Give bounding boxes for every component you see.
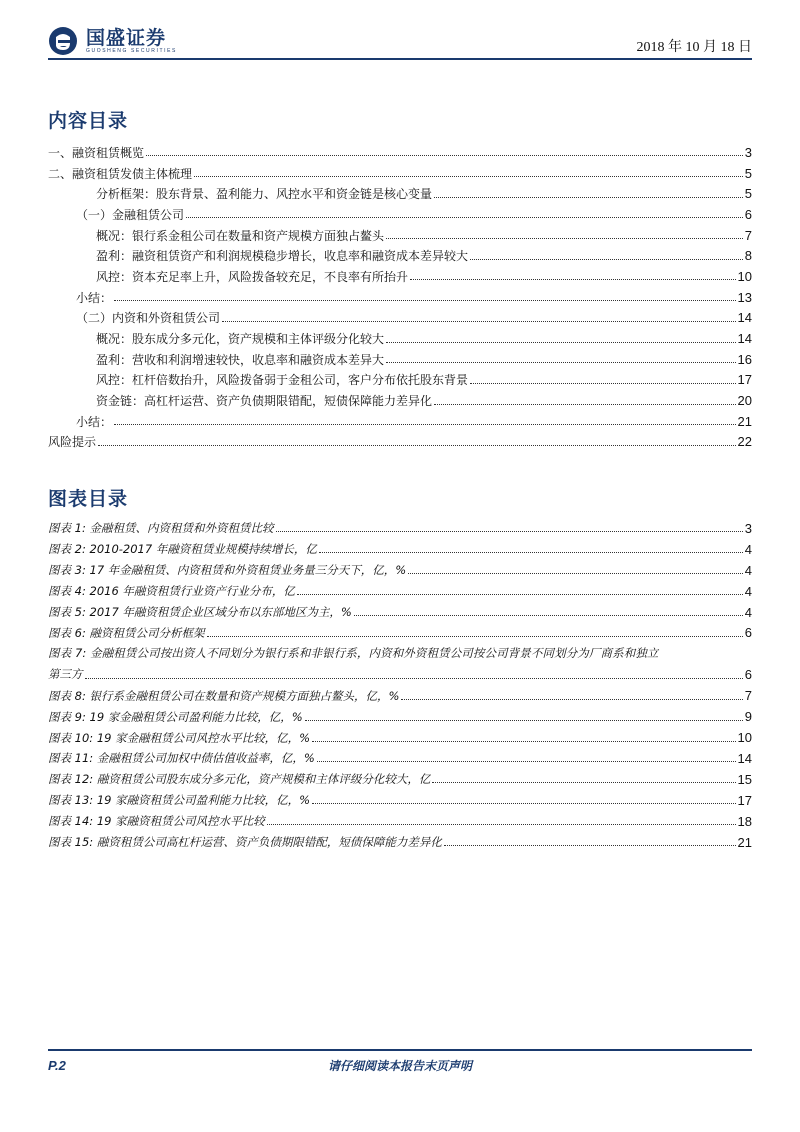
figure-entry[interactable] (48, 769, 752, 790)
toc-entry-title: 风控：杠杆倍数抬升，风险拨备弱于金租公司，客户分布依托股东背景 (96, 373, 469, 388)
dot-leader (276, 522, 743, 532)
figure-entry-page: 4 (744, 604, 752, 620)
dot-leader (434, 188, 743, 198)
toc-entry-page: 20 (737, 393, 752, 409)
toc-entry[interactable] (48, 328, 752, 349)
toc-entry-page: 3 (744, 144, 752, 160)
figure-entry-title: 图表 9: 19 家金融租赁公司盈利能力比较，亿，% (48, 709, 303, 724)
dot-leader (386, 333, 736, 343)
figure-entry-page: 4 (744, 541, 752, 557)
figure-entry-page: 18 (737, 813, 752, 829)
dot-leader (470, 374, 736, 384)
figure-entry-title: 图表 11: 金融租赁公司加权中债估值收益率，亿，% (48, 751, 315, 766)
toc-entry[interactable] (48, 370, 752, 391)
toc-entry[interactable] (48, 390, 752, 411)
figure-entry-title: 图表 6: 融资租赁公司分析框架 (48, 625, 205, 640)
figure-entry-title: 图表 5: 2017 年融资租赁企业区域分布以东部地区为主，% (48, 605, 352, 619)
report-date: 2018 年 10 月 18 日 (636, 40, 752, 55)
dot-leader (386, 353, 736, 363)
toc-entry-title: 小结： (76, 290, 113, 305)
toc-entry-title: 分析框架：股东背景、盈利能力、风控水平和资金链是核心变量 (96, 187, 433, 202)
figure-entry-page: 6 (744, 625, 752, 641)
toc-entry-page: 14 (737, 331, 752, 347)
footer-divider (48, 1049, 752, 1051)
figure-entry-page: 21 (737, 834, 752, 850)
figure-entry[interactable] (48, 560, 752, 581)
figure-list (48, 518, 752, 852)
figure-entry-page: 6 (744, 667, 752, 683)
dot-leader (386, 229, 743, 239)
toc-entry-title: 资金链：高杠杆运营、资产负债期限错配，短债保障能力差异化 (96, 394, 433, 409)
figure-entry[interactable] (48, 790, 752, 811)
toc-entry-title: 二、融资租赁发债主体梳理 (48, 166, 193, 181)
figure-entry[interactable] (48, 602, 752, 623)
dot-leader (297, 585, 743, 595)
dot-leader (267, 815, 736, 825)
figure-entry-page: 14 (737, 750, 752, 766)
figure-entry-title: 图表 10: 19 家金融租赁公司风控水平比较，亿，% (48, 730, 311, 745)
figure-entry-title: 图表 13: 19 家融资租赁公司盈利能力比较，亿，% (48, 793, 311, 808)
toc-entry[interactable] (48, 183, 752, 204)
toc-entry-page: 10 (737, 268, 752, 284)
figure-entry[interactable] (48, 685, 752, 706)
toc-entry-title: 一、融资租赁概览 (48, 145, 145, 160)
toc-entry[interactable] (48, 204, 752, 225)
dot-leader (194, 167, 743, 177)
figure-entry-page: 4 (744, 583, 752, 599)
figure-entry-page: 10 (737, 730, 752, 746)
toc-entry[interactable] (48, 142, 752, 163)
toc-entry-page: 5 (744, 186, 752, 202)
dot-leader (354, 606, 743, 616)
figure-entry-page: 7 (744, 688, 752, 704)
figure-entry-title: 图表 14: 19 家融资租赁公司风控水平比较 (48, 814, 265, 829)
toc-entry-page: 22 (737, 434, 752, 450)
figure-entry-page: 3 (744, 520, 752, 536)
toc-entry-title: 小结： (76, 414, 113, 429)
toc-entry-title: （一）金融租赁公司 (76, 207, 185, 222)
header-divider (48, 58, 752, 60)
toc-entry-page: 6 (744, 206, 752, 222)
figure-entry-title: 图表 4: 2016 年融资租赁行业资产行业分布，亿 (48, 584, 295, 599)
figure-entry-page: 9 (744, 709, 752, 725)
figure-entry-title: 图表 2: 2010-2017 年融资租赁业规模持续增长，亿 (48, 542, 317, 557)
page-header (48, 26, 752, 56)
dot-leader (410, 270, 736, 280)
dot-leader (222, 312, 736, 322)
logo-name-en: GUOSHENG SECURITIES (86, 47, 177, 54)
figure-entry[interactable] (48, 811, 752, 832)
figure-entry[interactable] (48, 706, 752, 727)
toc-entry-page: 14 (737, 310, 752, 326)
toc-entry-page: 21 (737, 413, 752, 429)
dot-leader (207, 627, 743, 637)
figure-entry-title: 图表 1: 金融租赁、内资租赁和外资租赁比较 (48, 521, 274, 536)
toc-entry[interactable] (48, 266, 752, 287)
dot-leader (146, 146, 743, 156)
dot-leader (305, 711, 743, 721)
toc-entry-page: 8 (744, 248, 752, 264)
table-of-contents (48, 142, 752, 452)
figures-title: 图表目录 (48, 488, 129, 510)
toc-entry-title: 概况：股东成分多元化，资产规模和主体评级分化较大 (96, 332, 385, 347)
dot-leader (317, 752, 736, 762)
toc-entry[interactable] (48, 163, 752, 184)
toc-title: 内容目录 (48, 110, 129, 132)
figure-entry-title: 图表 12: 融资租赁公司股东成分多元化，资产规模和主体评级分化较大，亿 (48, 772, 431, 787)
dot-leader (114, 415, 736, 425)
toc-entry-title: 风险提示 (48, 435, 97, 450)
figure-entry[interactable] (48, 622, 752, 643)
toc-entry[interactable] (48, 308, 752, 329)
figure-entry[interactable] (48, 643, 752, 685)
figure-entry[interactable] (48, 727, 752, 748)
dot-leader (470, 250, 743, 260)
dot-leader (114, 291, 736, 301)
dot-leader (312, 794, 735, 804)
figure-entry[interactable] (48, 539, 752, 560)
dot-leader (444, 836, 736, 846)
figure-entry[interactable] (48, 832, 752, 853)
toc-entry-page: 16 (737, 351, 752, 367)
figure-entry[interactable] (48, 581, 752, 602)
company-logo (48, 26, 177, 56)
dot-leader (85, 669, 743, 679)
dot-leader (98, 436, 736, 446)
figure-entry[interactable] (48, 748, 752, 769)
figure-entry-title-continued: 第三方 (48, 667, 83, 682)
dot-leader (312, 732, 735, 742)
figure-entry-title: 图表 3: 17 年金融租赁、内资租赁和外资租赁业务量三分天下，亿，% (48, 563, 407, 578)
toc-entry-page: 17 (737, 372, 752, 388)
toc-entry[interactable] (48, 432, 752, 453)
figure-entry-page: 15 (737, 771, 752, 787)
dot-leader (186, 208, 743, 218)
dot-leader (408, 564, 743, 574)
toc-entry[interactable] (48, 287, 752, 308)
disclaimer-note: 请仔细阅读本报告末页声明 (327, 1059, 472, 1073)
dot-leader (432, 773, 735, 783)
figure-entry-title: 图表 7: 金融租赁公司按出资人不同划分为银行系和非银行系，内资和外资租赁公司按公司背景不同划分为厂商系和独立 (48, 646, 659, 661)
figure-entry-page: 17 (737, 792, 752, 808)
toc-entry[interactable] (48, 349, 752, 370)
figure-entry[interactable] (48, 518, 752, 539)
toc-entry-title: 概况：银行系金租公司在数量和资产规模方面独占鳌头 (96, 228, 385, 243)
toc-entry-title: 风控：资本充足率上升，风险拨备较充足，不良率有所抬升 (96, 269, 409, 284)
toc-entry-title: （二）内资和外资租赁公司 (76, 311, 221, 326)
dot-leader (319, 543, 743, 553)
dot-leader (434, 395, 736, 405)
dot-leader (401, 690, 742, 700)
toc-entry-page: 7 (744, 227, 752, 243)
toc-entry[interactable] (48, 225, 752, 246)
toc-entry-title: 盈利：融资租赁资产和利润规模稳步增长，收息率和融资成本差异较大 (96, 249, 469, 264)
toc-entry-page: 13 (737, 289, 752, 305)
toc-entry-title: 盈利：营收和利润增速较快，收息率和融资成本差异大 (96, 352, 385, 367)
toc-entry-page: 5 (744, 165, 752, 181)
logo-name-cn: 国盛证券 (86, 26, 167, 49)
figure-entry-page: 4 (744, 562, 752, 578)
page-number: P.2 (48, 1058, 66, 1073)
toc-entry[interactable] (48, 411, 752, 432)
figure-entry-title: 图表 15: 融资租赁公司高杠杆运营、资产负债期限错配，短债保障能力差异化 (48, 835, 442, 850)
toc-entry[interactable] (48, 245, 752, 266)
company-logo-icon (48, 26, 78, 56)
figure-entry-title: 图表 8: 银行系金融租赁公司在数量和资产规模方面独占鳌头，亿，% (48, 688, 400, 703)
